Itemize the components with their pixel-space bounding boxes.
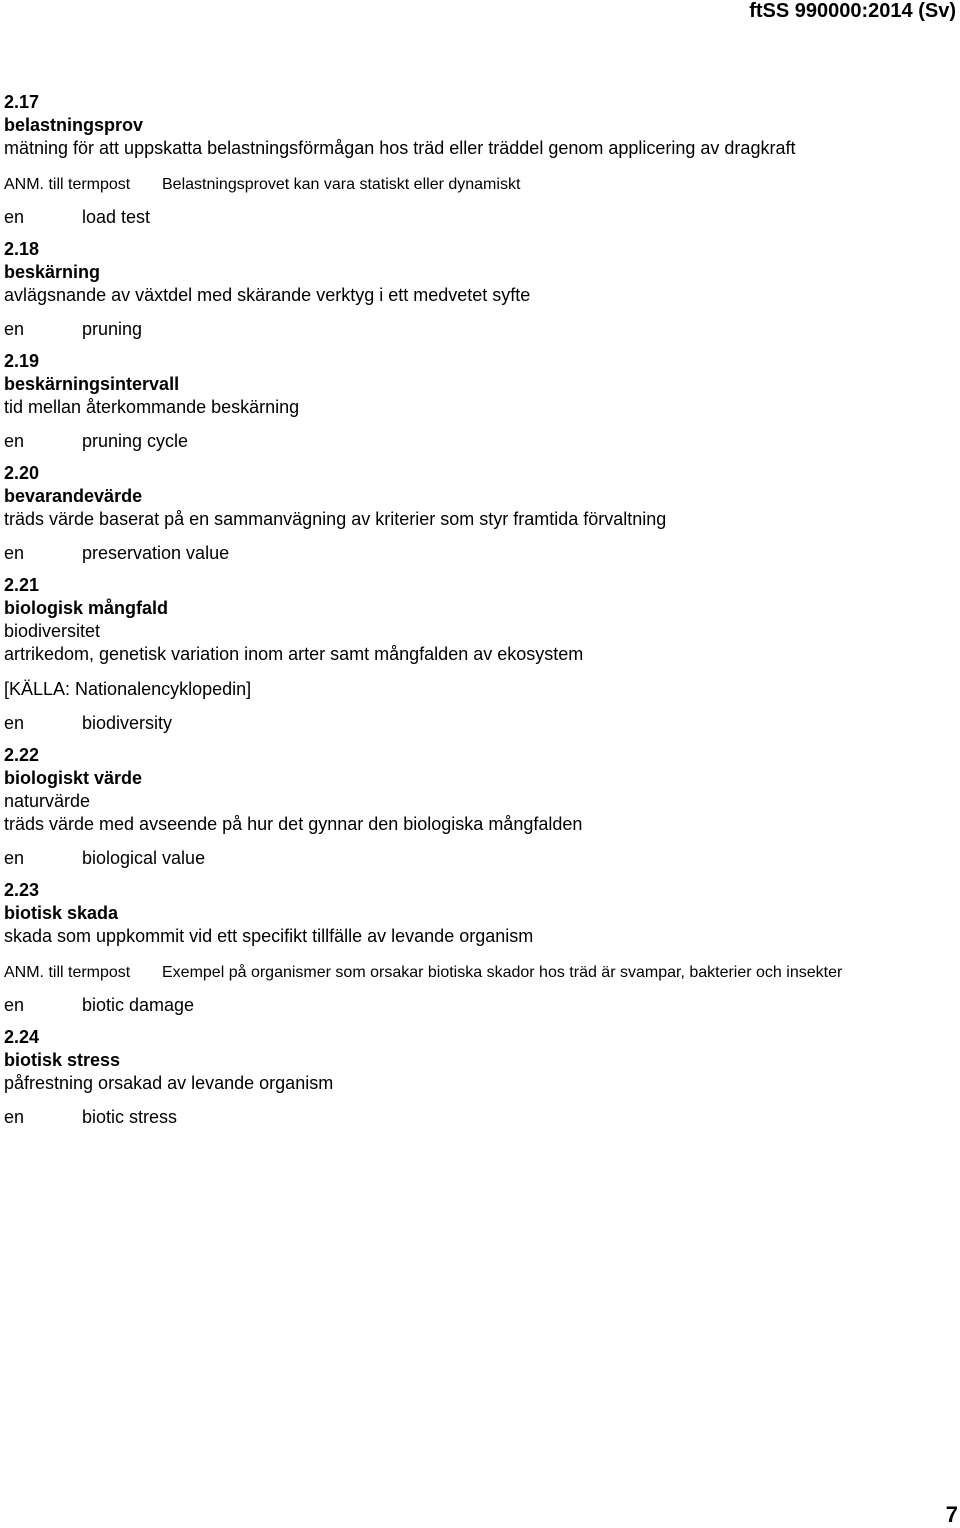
term-entry — [4, 574, 944, 735]
entry-source: [KÄLLA: Nationalencyklopedin] — [4, 679, 252, 699]
entry-note — [4, 963, 944, 983]
entry-equivalent — [4, 712, 944, 735]
entry-number: 2.19 — [4, 351, 40, 371]
entry-equivalent — [4, 1106, 944, 1129]
entry-term: biotisk stress — [4, 1050, 121, 1070]
entry-definition: påfrestning orsakad av levande organism — [4, 1073, 334, 1093]
entry-term: biotisk skada — [4, 903, 119, 923]
entry-equivalent — [4, 318, 944, 341]
entry-number: 2.21 — [4, 575, 40, 595]
term-entry — [4, 350, 944, 453]
language-code: en — [4, 848, 25, 868]
language-code: en — [4, 207, 25, 227]
language-code: en — [4, 319, 25, 339]
entry-definition: mätning för att uppskatta belastningsförmågan hos träd eller träddel genom applicering av dragkraft — [4, 138, 796, 158]
entry-number: 2.20 — [4, 463, 40, 483]
equivalent-term: biodiversity — [82, 713, 173, 733]
term-entry — [4, 91, 944, 229]
entry-definition: träds värde med avseende på hur det gynnar den biologiska mångfalden — [4, 814, 583, 834]
entry-equivalent — [4, 542, 944, 565]
entry-definition: artrikedom, genetisk variation inom arter samt mångfalden av ekosystem — [4, 644, 584, 664]
entry-term: biologisk mångfald — [4, 598, 169, 618]
note-label: ANM. till termpost — [4, 964, 131, 981]
language-code: en — [4, 431, 25, 451]
entry-equivalent — [4, 994, 944, 1017]
entry-term: bevarandevärde — [4, 486, 143, 506]
entry-equivalent — [4, 206, 944, 229]
equivalent-term: pruning cycle — [82, 431, 189, 451]
entry-synonym: naturvärde — [4, 791, 91, 811]
equivalent-term: biotic stress — [82, 1107, 178, 1127]
entry-number: 2.22 — [4, 745, 40, 765]
entry-number: 2.18 — [4, 239, 40, 259]
document-id: ftSS 990000:2014 (Sv) — [749, 0, 956, 22]
language-code: en — [4, 995, 25, 1015]
note-text: Belastningsprovet kan vara statiskt eller dynamiskt — [162, 176, 521, 193]
term-entry — [4, 879, 944, 1017]
entry-term: belastningsprov — [4, 115, 144, 135]
term-entry — [4, 462, 944, 565]
entry-number: 2.23 — [4, 880, 40, 900]
entry-number: 2.17 — [4, 92, 40, 112]
entry-equivalent — [4, 847, 944, 870]
equivalent-term: biotic damage — [82, 995, 195, 1015]
language-code: en — [4, 1107, 25, 1127]
entry-definition: tid mellan återkommande beskärning — [4, 397, 300, 417]
entry-definition: träds värde baserat på en sammanvägning av kriterier som styr framtida förvaltning — [4, 509, 667, 529]
entry-definition: skada som uppkommit vid ett specifikt tillfälle av levande organism — [4, 926, 534, 946]
entry-number: 2.24 — [4, 1027, 40, 1047]
note-text: Exempel på organismer som orsakar biotiska skador hos träd är svampar, bakterier och insekter — [162, 964, 843, 981]
entry-note — [4, 175, 944, 195]
page-number: 7 — [945, 1502, 958, 1527]
term-entry — [4, 238, 944, 341]
entry-term: biologiskt värde — [4, 768, 143, 788]
entry-term: beskärningsintervall — [4, 374, 180, 394]
entry-synonym: biodiversitet — [4, 621, 101, 641]
equivalent-term: biological value — [82, 848, 206, 868]
note-label: ANM. till termpost — [4, 176, 131, 193]
language-code: en — [4, 713, 25, 733]
term-entry — [4, 1026, 944, 1129]
language-code: en — [4, 543, 25, 563]
entry-equivalent — [4, 430, 944, 453]
term-entries — [4, 91, 944, 1138]
entry-term: beskärning — [4, 262, 101, 282]
equivalent-term: pruning — [82, 319, 143, 339]
term-entry — [4, 744, 944, 870]
equivalent-term: load test — [82, 207, 151, 227]
entry-definition: avlägsnande av växtdel med skärande verktyg i ett medvetet syfte — [4, 285, 531, 305]
equivalent-term: preservation value — [82, 543, 230, 563]
